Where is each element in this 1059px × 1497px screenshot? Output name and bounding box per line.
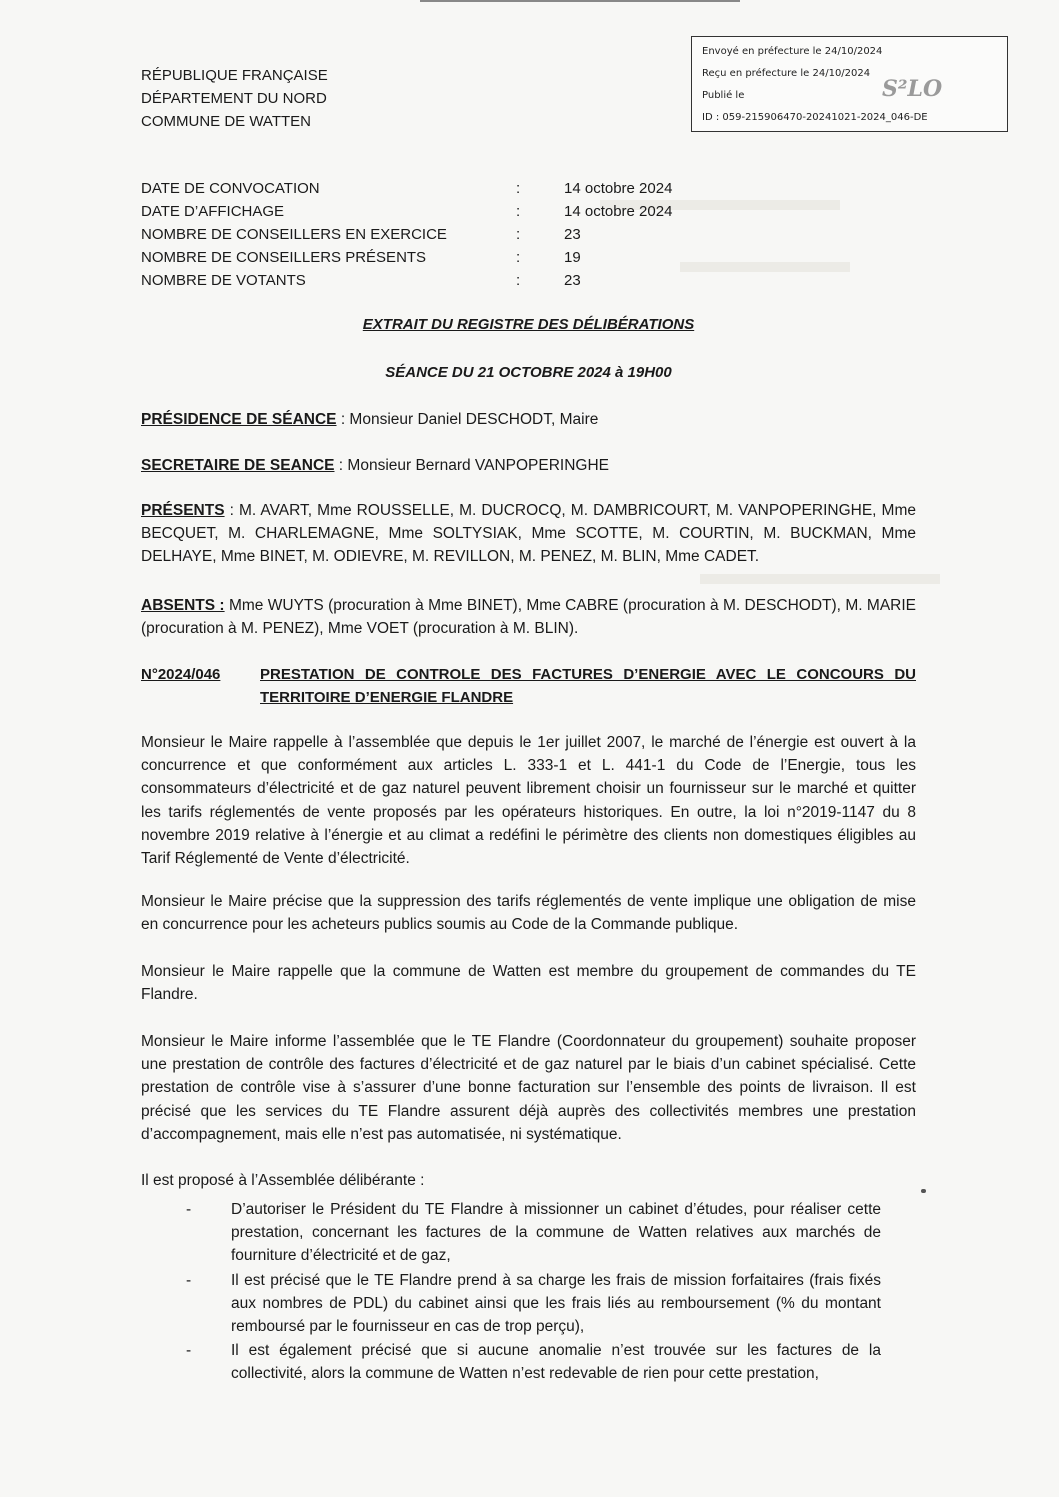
list-item-text: Il est également précisé que si aucune anomalie n’est trouvée sur les factures de la collectivité, alors la commune de Watten n’est redevable de rien pour cette prestation, [231,1342,881,1383]
presidence-value: : Monsieur Daniel DESCHODT, Maire [336,411,599,428]
meeting-info-table [141,177,841,292]
info-row [141,177,841,200]
presents-value: : M. AVART, Mme ROUSSELLE, M. DUCROCQ, M. DAMBRICOURT, M. VANPOPERINGHE, Mme BECQUET, M. CHARLEMAGNE, Mme SOLTYSIAK, Mme SCOTTE, M. COURTIN, M. BUCKMAN, Mme DELHAYE, Mme BINET, M. ODIEVRE, M. REVILLON, M. PENEZ, M. BLIN, Mme CADET. [141,502,916,566]
info-colon: : [516,226,521,243]
info-label: DATE D’AFFICHAGE [141,203,285,220]
presidence-line [141,408,916,431]
body-paragraph: Monsieur le Maire rappelle à l’assemblée que depuis le 1er juillet 2007, le marché de l’énergie est ouvert à la concurrence et que conformément aux articles L. 333-1 et L. 441-1 du Code de l’Energie, tous les consommateurs d’électricité et de gaz naturel peuvent librement choisir un fournisseur sur le marché et quitter les tarifs réglementés de vente proposés par les opérateurs historiques. En outre, la loi n°2019-1147 du 8 novembre 2019 relative à l’énergie et au climat a redéfini le périmètre des clients non domestiques éligibles au Tarif Réglementé de Vente d’électricité. [141,734,916,868]
stamp-publie: Publié le [702,90,745,101]
scan-edge-line [420,0,740,2]
list-item [186,1269,881,1339]
info-row [141,246,841,269]
list-dash: - [186,1201,192,1218]
presidence-label: PRÉSIDENCE DE SÉANCE [141,411,337,428]
info-row [141,269,841,292]
info-colon: : [516,249,521,266]
secretaire-value: : Monsieur Bernard VANPOPERINGHE [334,457,609,474]
stamp-envoye: Envoyé en préfecture le 24/10/2024 [702,46,883,57]
deliberation-title: PRESTATION DE CONTROLE DES FACTURES D’ENERGIE AVEC LE CONCOURS DU TERRITOIRE D’ENERGIE FLANDRE [260,666,916,706]
info-row [141,223,841,246]
list-item [186,1198,881,1268]
list-item-text: Il est précisé que le TE Flandre prend à sa charge les frais de mission forfaitaires (frais fixés aux nombres de PDL) du cabinet ainsi que les frais liés au remboursement (% du montant remboursé par le fournisseur en cas de trop perçu), [231,1271,881,1336]
bleed-through [700,574,940,584]
deliberation-number: N°2024/046 [141,666,221,683]
absents-paragraph [141,594,916,640]
info-colon: : [516,272,521,289]
body-paragraph: Monsieur le Maire précise que la suppression des tarifs réglementés de vente implique une obligation de mise en concurrence pour les acheteurs publics soumis au Code de la Commande publique. [141,893,916,934]
list-item-text: D’autoriser le Président du TE Flandre à missionner un cabinet d’études, pour réaliser cette prestation, concernant les factures de la commune de Watten relatives aux marchés de fourniture d’électricité et de gaz, [231,1201,881,1265]
proposal-intro: Il est proposé à l’Assemblée délibérante : [141,1172,425,1189]
body-paragraph: Monsieur le Maire informe l’assemblée que le TE Flandre (Coordonnateur du groupement) souhaite proposer une prestation de contrôle des factures d’électricité et de gaz naturel par le biais d’un cabinet spécialisé. Cette prestation de contrôle vise à s’assurer d’une bonne facturation sur l’ensemble des points de livraison. Il est précisé que les services du TE Flandre assurent déjà auprès des collectivités membres une prestation d’accompagnement, mais elle n’est pas automatisée, ni systématique. [141,1033,916,1143]
info-colon: : [516,203,521,220]
proposal-list [186,1198,881,1386]
register-title: EXTRAIT DU REGISTRE DES DÉLIBÉRATIONS [362,316,695,333]
stamp-id: ID : 059-215906470-20241021-2024_046-DE [702,112,928,123]
header-line-departement: DÉPARTEMENT DU NORD [141,90,327,107]
secretaire-label: SECRETAIRE DE SEANCE [141,457,335,474]
scan-speck [921,1189,926,1193]
session-title: SÉANCE DU 21 OCTOBRE 2024 à 19H00 [385,364,672,381]
info-colon: : [516,180,521,197]
info-label: NOMBRE DE CONSEILLERS EN EXERCICE [141,226,447,243]
info-value: 23 [564,272,581,289]
list-dash: - [186,1342,192,1360]
info-label: DATE DE CONVOCATION [141,180,320,197]
info-value: 14 octobre 2024 [564,203,673,220]
presents-paragraph [141,499,916,569]
absents-value: Mme WUYTS (procuration à Mme BINET), Mme CABRE (procuration à M. DESCHODT), M. MARIE (procuration à M. PENEZ), Mme VOET (procuration à M. BLIN). [141,597,916,638]
list-dash: - [186,1271,192,1289]
info-label: NOMBRE DE CONSEILLERS PRÉSENTS [141,249,427,266]
issuer-header [141,64,328,133]
header-line-commune: COMMUNE DE WATTEN [141,113,311,130]
info-row [141,200,841,223]
prefecture-stamp [691,36,1008,132]
info-value: 14 octobre 2024 [564,180,673,197]
info-value: 23 [564,226,581,243]
secretaire-line [141,454,916,477]
presents-label: PRÉSENTS [141,502,225,519]
body-paragraph: Monsieur le Maire rappelle que la commune de Watten est membre du groupement de commandes du TE Flandre. [141,963,916,1004]
list-item [186,1339,881,1385]
s2low-logo: S²LO [882,76,943,102]
header-line-republique: RÉPUBLIQUE FRANÇAISE [141,67,328,84]
info-label: NOMBRE DE VOTANTS [141,272,306,289]
stamp-recu: Reçu en préfecture le 24/10/2024 [702,68,871,79]
info-value: 19 [564,249,581,266]
absents-label: ABSENTS : [141,597,225,614]
